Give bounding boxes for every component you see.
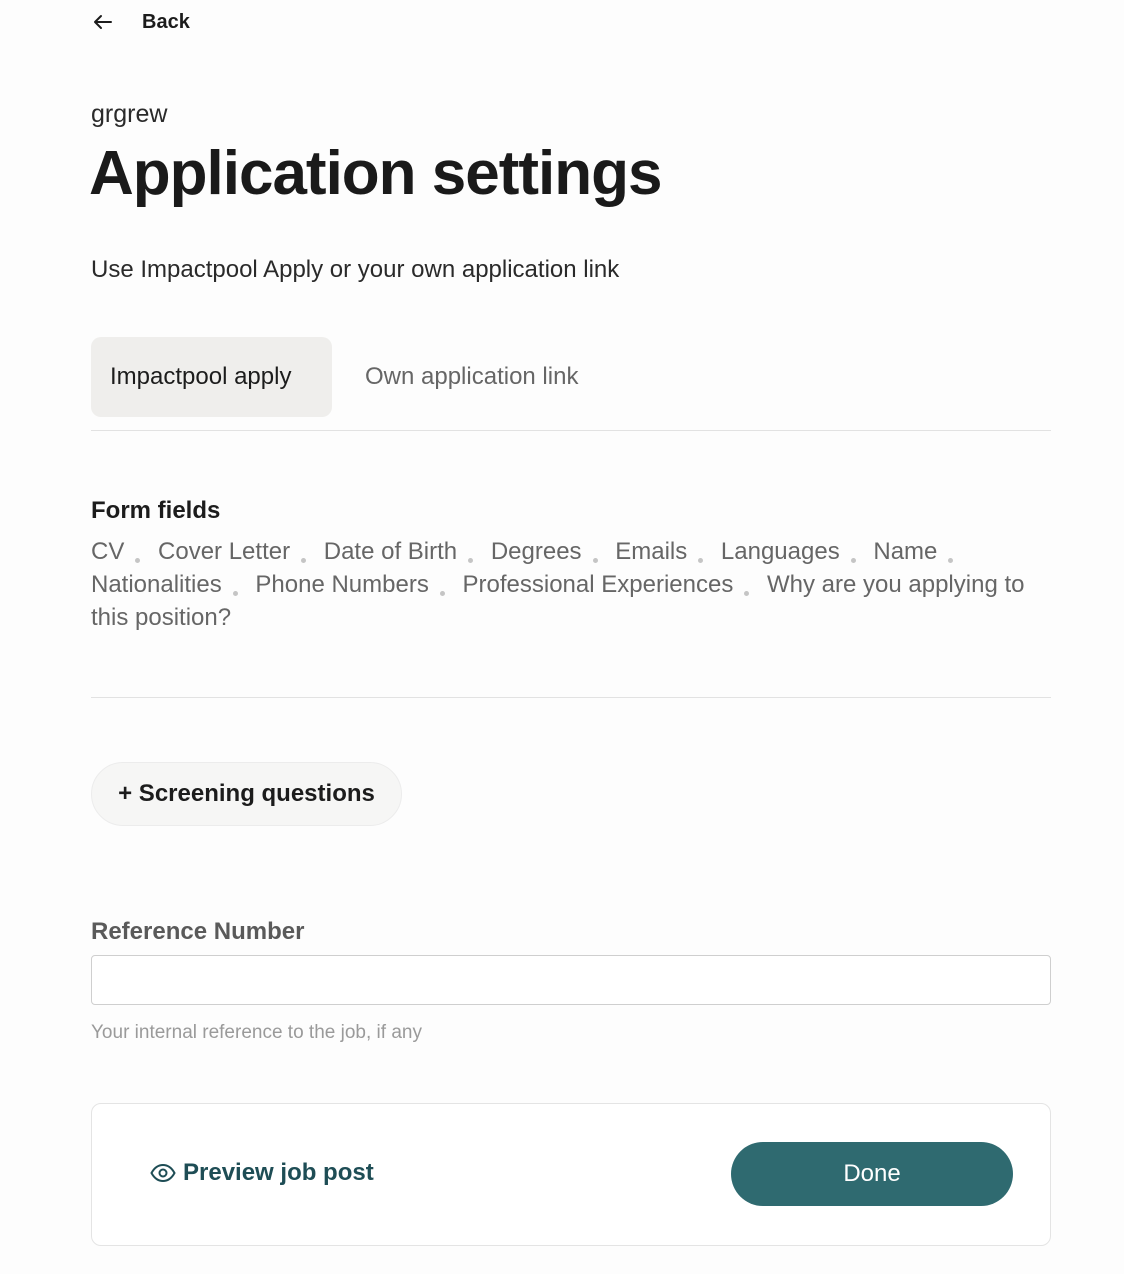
application-method-tabs <box>91 337 1051 431</box>
job-name: grgrew <box>91 100 168 128</box>
separator-dot <box>744 591 749 596</box>
page-subtitle: Use Impactpool Apply or your own application link <box>91 256 620 283</box>
action-footer <box>91 1103 1051 1246</box>
separator-dot <box>593 558 598 563</box>
done-button[interactable]: Done <box>731 1142 1013 1206</box>
form-field-item: CV <box>91 538 125 565</box>
back-label: Back <box>142 10 190 33</box>
form-fields-title: Form fields <box>91 497 221 524</box>
reference-number-label: Reference Number <box>91 918 305 945</box>
reference-number-help: Your internal reference to the job, if any <box>91 1022 422 1043</box>
separator-dot <box>948 558 953 563</box>
form-field-item: Phone Numbers <box>255 571 429 598</box>
form-field-item: Name <box>873 538 938 565</box>
page-title: Application settings <box>89 139 662 208</box>
reference-number-input[interactable] <box>91 955 1051 1005</box>
form-field-item: Languages <box>720 538 840 565</box>
form-field-item: Nationalities <box>91 571 222 598</box>
form-field-item: Degrees <box>490 538 582 565</box>
eye-icon <box>150 1163 176 1183</box>
separator-dot <box>301 558 306 563</box>
preview-label: Preview job post <box>183 1159 374 1186</box>
section-divider <box>91 697 1051 698</box>
separator-dot <box>135 558 140 563</box>
separator-dot <box>698 558 703 563</box>
tab-own-application-link[interactable]: Own application link <box>365 363 579 390</box>
form-field-item: Emails <box>615 538 688 565</box>
form-field-item: Cover Letter <box>158 538 291 565</box>
separator-dot <box>440 591 445 596</box>
separator-dot <box>233 591 238 596</box>
tab-impactpool-apply[interactable]: Impactpool apply <box>91 337 332 417</box>
preview-job-post-link[interactable] <box>150 1159 374 1187</box>
add-screening-questions-button[interactable]: + Screening questions <box>91 762 402 826</box>
arrow-left-icon <box>91 10 115 34</box>
form-field-item: Date of Birth <box>323 538 458 565</box>
separator-dot <box>851 558 856 563</box>
form-fields-list <box>91 535 1041 634</box>
form-field-item: Why are you applying to this position? <box>91 571 1025 631</box>
form-field-item: Professional Experiences <box>462 571 734 598</box>
separator-dot <box>468 558 473 563</box>
back-link[interactable] <box>91 8 190 36</box>
